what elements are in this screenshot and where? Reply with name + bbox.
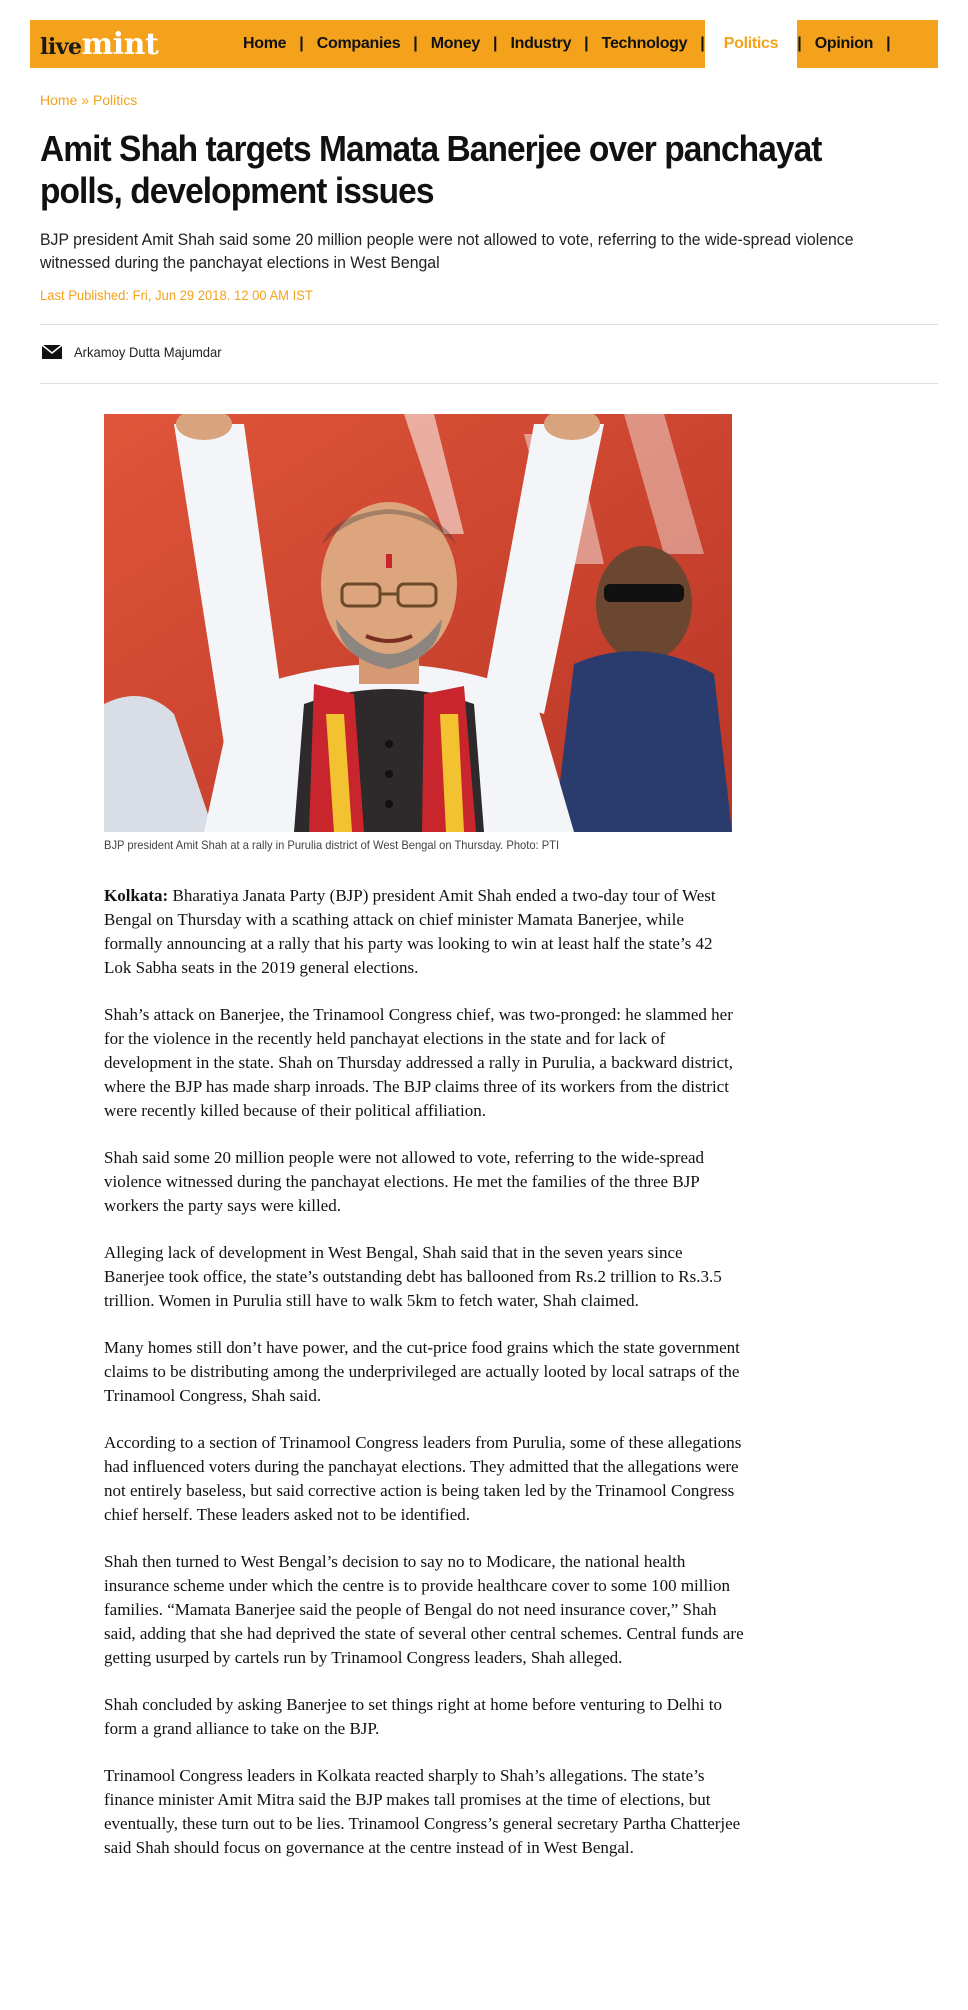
paragraph-text: Bharatiya Janata Party (BJP) president Amit Shah ended a two-day tour of West Bengal on Thursday with a scathing attack on chief minister Mamata Banerjee, while formally announcing at a rally that his party was looking to win at least half the state’s 42 Lok Sabha seats in the 2019 general elections.	[104, 886, 716, 977]
top-nav-bar	[30, 20, 938, 68]
dateline: Kolkata:	[104, 886, 169, 905]
nav-separator: |	[584, 35, 589, 52]
nav-separator: |	[797, 35, 802, 52]
article-paragraph: According to a section of Trinamool Congress leaders from Purulia, some of these allegations had influenced voters during the panchayat elections. They admitted that the allegations were not entirely baseless, but said corrective action is being taken led by the Trinamool Congress chief herself. These leaders asked not to be identified.	[104, 1433, 742, 1524]
logo-live-text: live	[40, 34, 82, 60]
rally-photo-illustration	[104, 414, 732, 832]
article-paragraph: Shah said some 20 million people were not allowed to vote, referring to the wide-spread violence witnessed during the panchayat elections. He met the families of the three BJP workers the party says were killed.	[104, 1148, 705, 1215]
nav-item-opinion[interactable]: Opinion	[814, 35, 874, 52]
mail-icon[interactable]	[42, 345, 62, 359]
article-paragraph: Shah concluded by asking Banerjee to set things right at home before venturing to Delhi to form a grand alliance to take on the BJP.	[104, 1695, 722, 1738]
nav-separator: |	[413, 35, 418, 52]
article-paragraph: Trinamool Congress leaders in Kolkata reacted sharply to Shah’s allegations. The state’s finance minister Amit Mitra said the BJP makes tall promises at the time of elections, but eventually, these turn out to be lies. Trinamool Congress’s general secretary Partha Chatterjee said Shah should focus on governance at the centre instead of in West Bengal.	[104, 1766, 741, 1857]
nav-item-money[interactable]: Money	[430, 35, 480, 52]
article-paragraph: Alleging lack of development in West Bengal, Shah said that in the seven years since Banerjee took office, the state’s outstanding debt has ballooned from Rs.2 trillion to Rs.3.5 trillion. Women in Purulia still have to walk 5km to fetch water, Shah claimed.	[104, 1243, 722, 1310]
nav-separator: |	[700, 35, 705, 52]
breadcrumb-separator: »	[77, 92, 93, 108]
livemint-logo[interactable]	[30, 20, 180, 68]
breadcrumb-section-link[interactable]: Politics	[92, 92, 138, 108]
photo-caption: BJP president Amit Shah at a rally in Purulia district of West Bengal on Thursday. Photo: PTI	[104, 838, 560, 852]
breadcrumb-home-link[interactable]: Home	[40, 92, 78, 108]
breadcrumb	[40, 92, 137, 108]
published-timestamp: Last Published: Fri, Jun 29 2018. 12 00 AM IST	[40, 287, 313, 303]
divider	[40, 383, 938, 384]
lead-photo	[104, 414, 732, 832]
nav-separator: |	[886, 35, 891, 52]
article-paragraph: Shah’s attack on Banerjee, the Trinamool Congress chief, was two-pronged: he slammed her for the violence in the recently held panchayat elections in the state and for lack of development in the state. Shah on Thursday addressed a rally in Purulia, a backward district, where the BJP has made sharp inroads. The BJP claims three of its workers from the district were recently killed because of their political affiliation.	[104, 1005, 733, 1120]
nav-separator: |	[492, 35, 498, 52]
logo-mint-text: mint	[81, 27, 159, 62]
article-paragraph	[104, 884, 744, 980]
main-nav	[230, 20, 891, 68]
nav-item-home[interactable]: Home	[243, 35, 287, 52]
article-summary: BJP president Amit Shah said some 20 million people were not allowed to vote, referring to the wide-spread violence witnessed during the panchayat elections in West Bengal	[40, 230, 854, 272]
nav-item-companies[interactable]: Companies	[316, 35, 401, 52]
nav-item-industry[interactable]: Industry	[510, 35, 572, 52]
author-row	[42, 344, 233, 360]
divider	[40, 324, 938, 325]
author-name[interactable]: Arkamoy Dutta Majumdar	[74, 344, 222, 360]
nav-item-technology[interactable]: Technology	[601, 35, 688, 52]
article-paragraph: Shah then turned to West Bengal’s decision to say no to Modicare, the national health insurance scheme under which the centre is to provide healthcare cover to some 100 million families. “Mamata Banerjee said the people of Bengal do not need insurance cover,” Shah said, adding that she had deprived the state of several other central schemes. Central funds are getting usurped by cartels run by Trinamool Congress leaders, Shah alleged.	[104, 1552, 744, 1667]
article-body	[104, 884, 744, 1883]
nav-separator: |	[299, 35, 304, 52]
article-paragraph: Many homes still don’t have power, and the cut-price food grains which the state government claims to be distributing among the underprivileged are actually looted by local satraps of the Trinamool Congress, Shah said.	[104, 1338, 740, 1405]
nav-item-politics[interactable]: Politics	[705, 20, 798, 68]
article-headline: Amit Shah targets Mamata Banerjee over panchayat polls, development issues	[40, 128, 822, 211]
